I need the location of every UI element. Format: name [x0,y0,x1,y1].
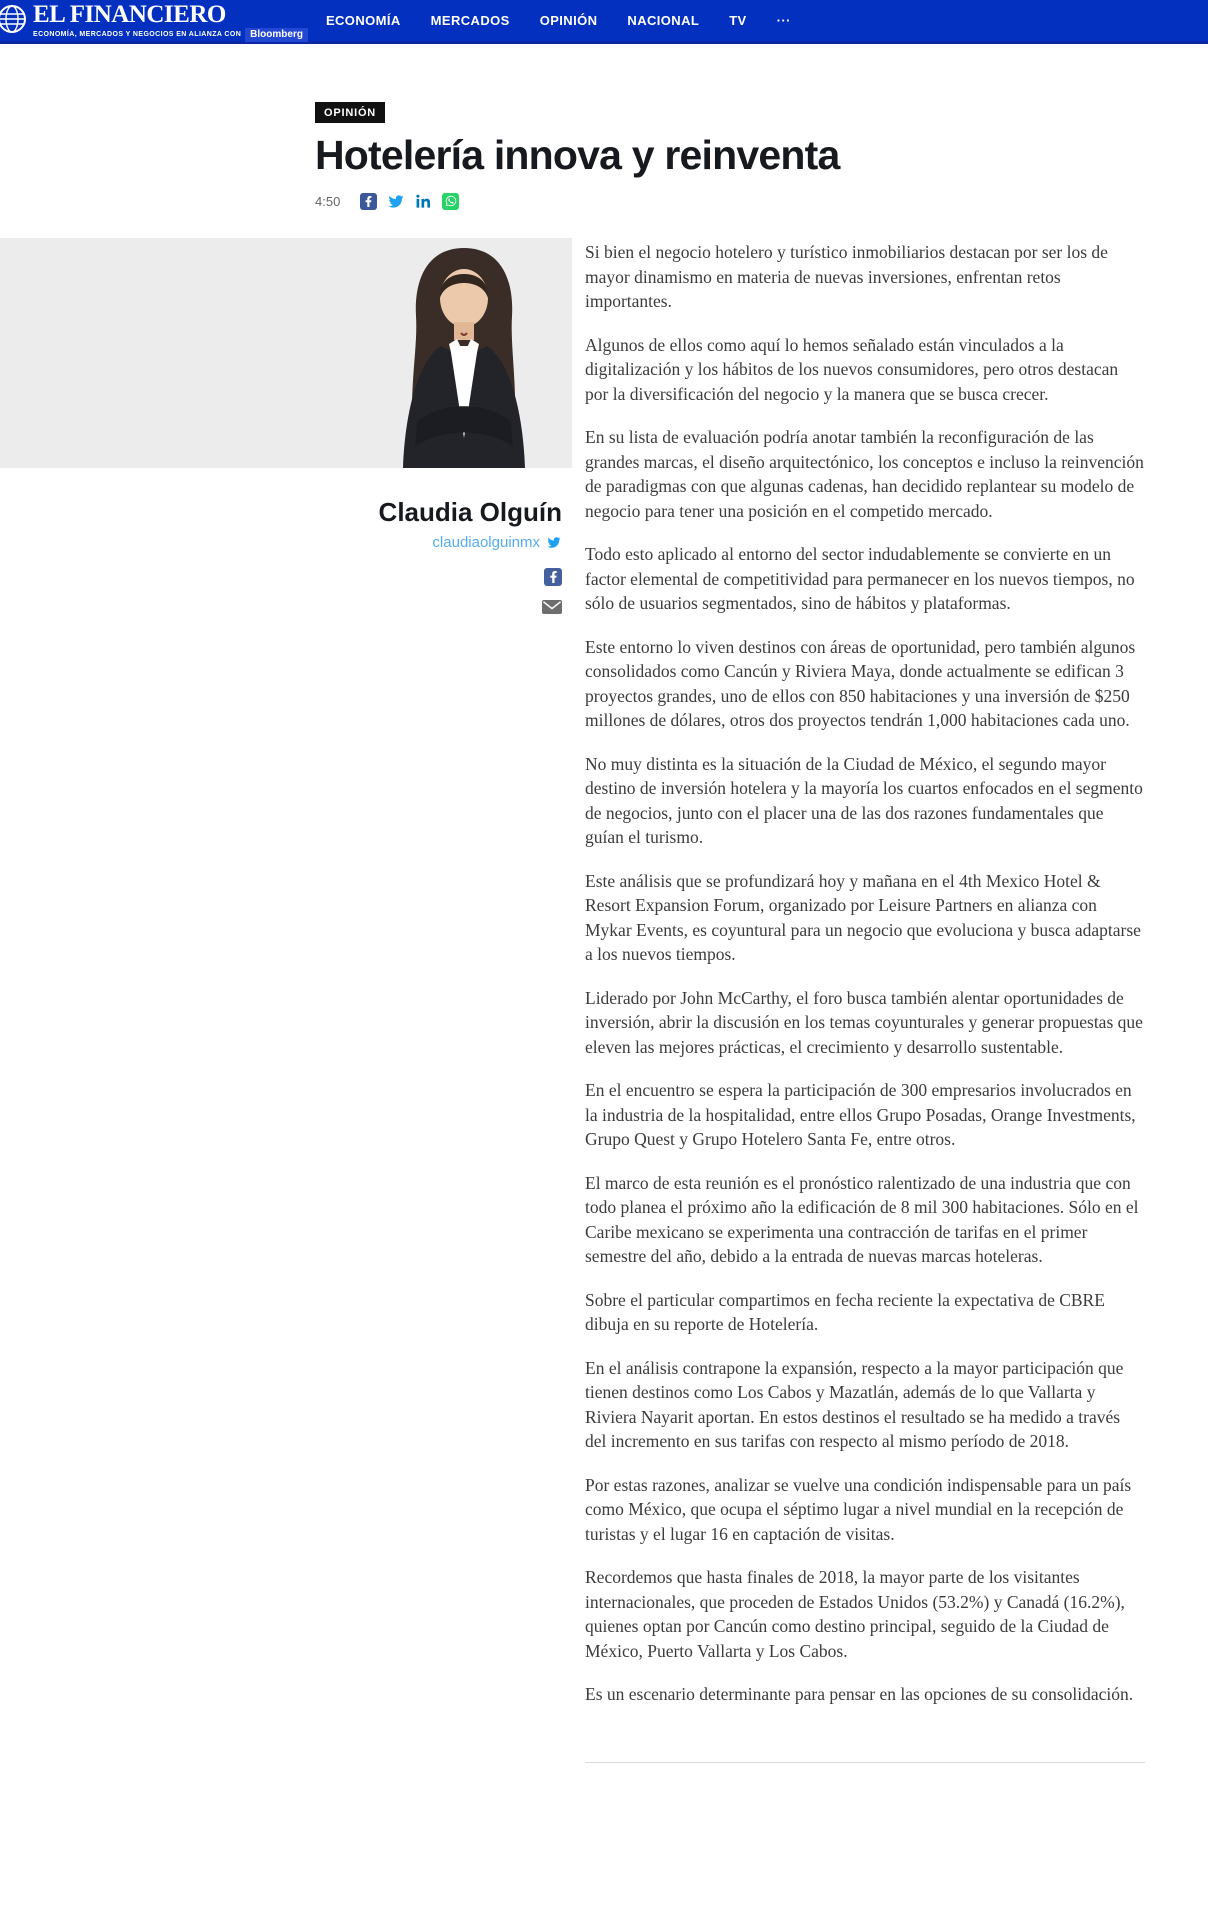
top-navigation-bar [0,0,1208,44]
article-paragraph: Recordemos que hasta finales de 2018, la mayor parte de los visitantes internacionales, que proceden de Estados Unidos (53.2%) y Canadá (16.2%), quienes optan por Cancún como destino principal, seguido de la Ciudad de México, Puerto Vallarta y Los Cabos. [585,1567,1125,1661]
author-facebook-icon[interactable] [544,568,562,586]
article-paragraph: El marco de esta reunión es el pronóstico ralentizado de una industria que con todo planea el próximo año la edificación de 8 mil 300 habitaciones. Sólo en el Caribe mexicano se experimenta una contracción de tarifas en el primer semestre del año, debido a la entrada de nuevas marcas hoteleras. [585,1172,1139,1267]
nav-item-economia[interactable]: ECONOMÍA [325,13,401,28]
article-paragraph: Todo esto aplicado al entorno del sector indudablemente se convierte en un factor elemental de competitividad para permanecer en los nuevos tiempos, no sólo de usuarios segmentados, sino de hábitos y plataformas. [585,544,1135,614]
author-contact-links [0,568,562,614]
article-page [0,44,1208,1763]
author-column [0,238,572,614]
bloomberg-logo: Bloomberg [245,28,308,42]
article-paragraph: Es un escenario determinante para pensar en las opciones de su consolidación. [585,1684,1134,1705]
nav-item-nacional[interactable]: NACIONAL [627,13,700,28]
article-meta [315,192,1208,210]
article-header [0,44,1208,210]
author-twitter-handle-text: claudiaolguinmx [432,533,540,551]
article-paragraph: Este entorno lo viven destinos con áreas de oportunidad, pero también algunos consolidados como Cancún y Riviera Maya, donde actualmente se edifican 3 proyectos grandes, uno de ellos con 850 habitaciones y una inversión de $250 millones de dólares, otros dos proyectos tendrán 1,000 habitaciones cada uno. [585,636,1136,731]
twitter-share-icon[interactable] [387,194,405,209]
section-badge[interactable]: OPINIÓN [315,102,385,123]
article-paragraph: No muy distinta es la situación de la Ciudad de México, el segundo mayor destino de inversión hotelera y la mayoría los cuartos enfocados en el segmento de negocios, junto con el placer una de las dos razones fundamentales que guían el turismo. [585,753,1143,848]
twitter-icon [546,536,562,549]
article-paragraph: En el análisis contrapone la expansión, respecto a la mayor participación que tienen destinos como Los Cabos y Mazatlán, además de lo que Vallarta y Riviera Nayarit aportan. En estos destinos el resultado se ha medido a través del incremento en sus tarifas con respecto al mismo período de 2018. [585,1357,1124,1452]
el-financiero-logo[interactable] [0,0,308,42]
author-portrait-illustration [361,238,566,468]
nav-item-opinion[interactable]: OPINIÓN [539,13,598,28]
article-title: Hotelería innova y reinventa [315,132,840,178]
nav-item-tv[interactable]: TV [729,13,747,28]
linkedin-share-icon[interactable] [415,193,432,209]
share-bar [360,193,459,210]
brand-tagline: ECONOMÍA, MERCADOS Y NEGOCIOS EN ALIANZA CON [33,31,242,38]
article-body [585,238,1145,1763]
author-email-icon[interactable] [542,600,562,614]
article-layout [0,238,1208,1763]
facebook-share-icon[interactable] [360,193,377,210]
author-info [0,498,572,614]
article-paragraph: Si bien el negocio hotelero y turístico inmobiliarios destacan por ser los de mayor dinamismo en materia de nuevas inversiones, enfrentan retos importantes. [585,242,1108,312]
nav-more-icon[interactable]: ··· [776,13,791,28]
whatsapp-share-icon[interactable] [442,193,459,210]
article-paragraph: Algunos de ellos como aquí lo hemos señalado están vinculados a la digitalización y los hábitos de los nuevos consumidores, pero otros destacan por la diversificación del negocio y la manera que se busca crecer. [585,334,1119,404]
nav-item-mercados[interactable]: MERCADOS [430,13,510,28]
author-photo [0,238,572,468]
read-time: 4:50 [315,193,341,209]
article-paragraph: Sobre el particular compartimos en fecha reciente la expectativa de CBRE dibuja en su reporte de Hotelería. [585,1289,1105,1335]
author-name: Claudia Olguín [378,497,562,528]
article-paragraph: Liderado por John McCarthy, el foro busca también alentar oportunidades de inversión, abrir la discusión en los temas coyunturales y generar propuestas que eleven las mejores prácticas, el crecimiento y desarrollo sustentable. [585,987,1143,1057]
article-divider [585,1762,1145,1763]
globe-icon [0,3,28,40]
author-twitter-handle[interactable] [432,534,562,551]
article-paragraph: En el encuentro se espera la participación de 300 empresarios involucrados en la industria de la hospitalidad, entre ellos Grupo Posadas, Orange Investments, Grupo Quest y Grupo Hotelero Santa Fe, entre otros. [585,1080,1136,1150]
primary-nav [326,13,791,28]
article-paragraph: En su lista de evaluación podría anotar también la reconfiguración de las grandes marcas, el diseño arquitectónico, los conceptos e incluso la reinvención de paradigmas con que algunas cadenas, han decidido replantear su modelo de negocio para tener una posición en el competido mercado. [585,427,1144,521]
article-paragraph: Este análisis que se profundizará hoy y mañana en el 4th Mexico Hotel & Resort Expansion Forum, organizado por Leisure Partners en alianza con Mykar Events, es coyuntural para un negocio que evoluciona y busca adaptarse a los nuevos tiempos. [585,870,1141,965]
brand-name: EL FINANCIERO [33,0,226,28]
article-paragraph: Por estas razones, analizar se vuelve una condición indispensable para un país como México, que ocupa el séptimo lugar a nivel mundial en la recepción de turistas y el lugar 16 en captación de visitas. [585,1474,1132,1544]
